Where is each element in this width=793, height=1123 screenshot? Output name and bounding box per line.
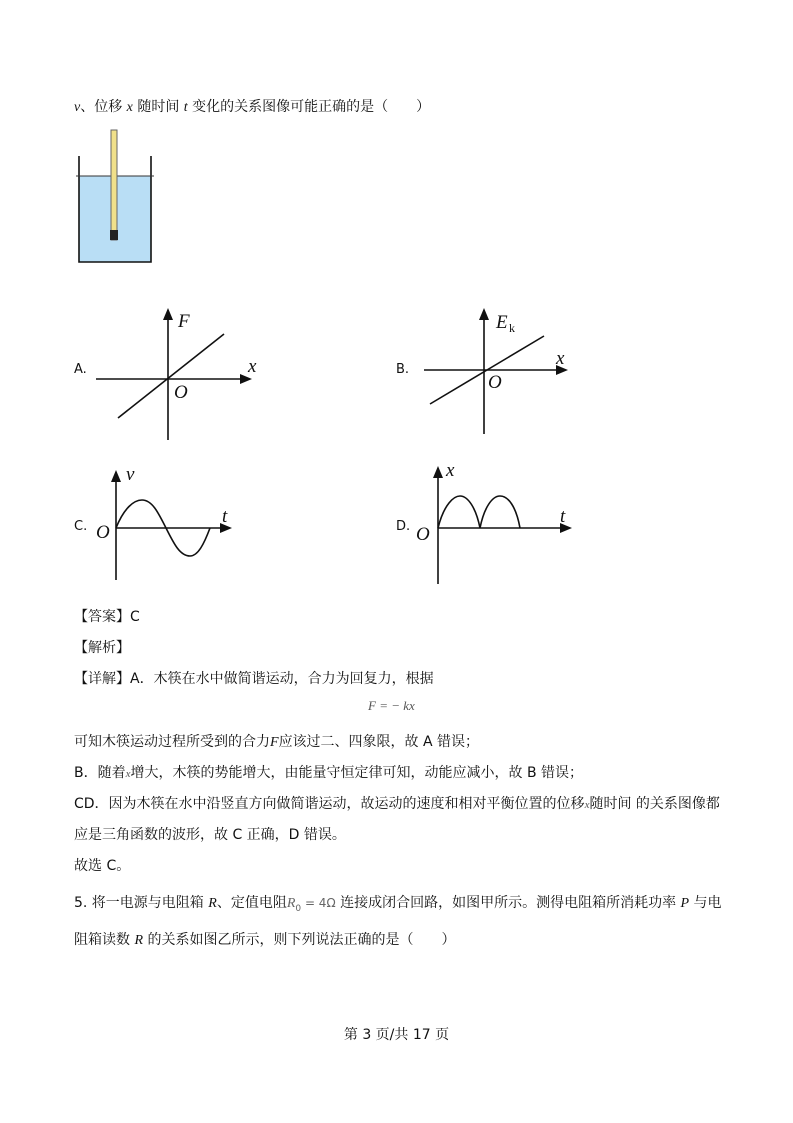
detail-var-f: F [270, 735, 279, 750]
detail-tag: 【详解】 [74, 671, 130, 687]
detail-var-x: x [125, 768, 131, 780]
q5-text-2b: 的关系如图乙所示，则下列说法正确的是（ ） [143, 932, 456, 948]
detail-var-x2: x [584, 799, 590, 811]
detail-line-5: 应是三角函数的波形，故 C 正确，D 错误。 [74, 827, 346, 843]
stem-v: v [74, 100, 81, 115]
graph-b-origin: O [488, 372, 502, 393]
question-stem [74, 96, 430, 116]
graph-c-y-label: v [126, 464, 135, 485]
detail-text-3b: 增大，木筷的势能增大，由能量守恒定律可知，动能应减小，故 B 错误； [130, 765, 584, 781]
q5-var-r0-sub: 0 [295, 903, 302, 914]
graph-b-y-arrow [479, 308, 489, 320]
q5-text-1a: 5. 将一电源与电阻箱 [74, 895, 209, 911]
graph-a [94, 306, 264, 444]
graph-b [414, 304, 574, 438]
graph-d-origin: O [416, 524, 430, 545]
detail-line-2 [74, 731, 479, 751]
graph-d-y-label: x [446, 460, 455, 481]
formula-f-kx: F = − kx [368, 698, 415, 713]
detail-text-3a: B．随着 [74, 765, 126, 781]
graph-d-x-label: t [560, 506, 566, 527]
stem-x: x [126, 100, 133, 115]
q5-text-2a: 阻箱读数 [74, 932, 135, 948]
q5-var-r-2: R [134, 933, 144, 948]
answer-line [74, 606, 140, 626]
detail-line-3 [74, 762, 583, 782]
graph-c [94, 464, 244, 584]
detail-line-4 [74, 793, 720, 813]
graph-a-y-arrow [163, 308, 173, 320]
detail-line-1 [74, 668, 434, 688]
graph-b-x-label: x [556, 348, 565, 369]
analysis-tag: 【解析】 [74, 640, 130, 656]
detail-text-2b: 应该过二、四象限，故 A 错误； [278, 734, 480, 750]
graph-a-line [118, 334, 224, 418]
graph-d [414, 460, 579, 588]
graph-b-y-label: E [496, 312, 508, 333]
graph-d-y-arrow [433, 466, 443, 478]
q5-var-p: P [680, 896, 690, 911]
stem-text-1: 、位移 [80, 99, 127, 115]
stem-text-3: 变化的关系图像可能正确的是（ ） [187, 99, 431, 115]
q5-r0-value: = 4Ω [301, 896, 336, 910]
detail-line-6: 故选 C。 [74, 858, 131, 874]
q5-text-1b: 、定值电阻 [216, 895, 287, 911]
option-c-label: C. [74, 519, 88, 534]
chopstick-weight [110, 230, 118, 240]
q5-var-r0: R [286, 896, 296, 911]
q5-var-r: R [208, 896, 217, 911]
graph-a-x-label: x [248, 356, 257, 377]
graph-c-y-arrow [111, 470, 121, 482]
q5-line-2 [74, 929, 455, 949]
beaker-figure [74, 128, 158, 268]
detail-text-4b: 随时间 的关系图像都 [589, 796, 720, 812]
graph-c-origin: O [96, 522, 110, 543]
q5-text-1d: 与电 [689, 895, 722, 911]
graph-b-y-sub: k [509, 321, 515, 335]
stem-text-2: 随时间 [132, 99, 184, 115]
detail-text-4a: CD．因为木筷在水中沿竖直方向做简谐运动，故运动的速度和相对平衡位置的位移 [74, 796, 585, 812]
option-a-label: A. [74, 362, 87, 377]
option-d-label: D. [396, 519, 411, 534]
page-footer: 第 3 页/共 17 页 [343, 1027, 450, 1043]
graph-a-origin: O [174, 382, 188, 403]
graph-a-y-label: F [178, 311, 190, 332]
detail-text-1: A．木筷在水中做简谐运动，合力为回复力，根据 [130, 671, 434, 687]
option-b-label: B. [396, 362, 410, 377]
q5-text-1c: 连接成闭合回路，如图甲所示。测得电阻箱所消耗功率 [335, 895, 681, 911]
stem-t: t [183, 100, 188, 115]
graph-d-curve [438, 496, 520, 528]
answer-tag: 【答案】 [74, 609, 130, 625]
q5-line-1 [74, 892, 722, 914]
chopstick [111, 130, 117, 240]
detail-text-2a: 可知木筷运动过程所受到的合力 [74, 734, 270, 750]
graph-c-x-label: t [222, 506, 228, 527]
answer-value: C [130, 609, 140, 625]
